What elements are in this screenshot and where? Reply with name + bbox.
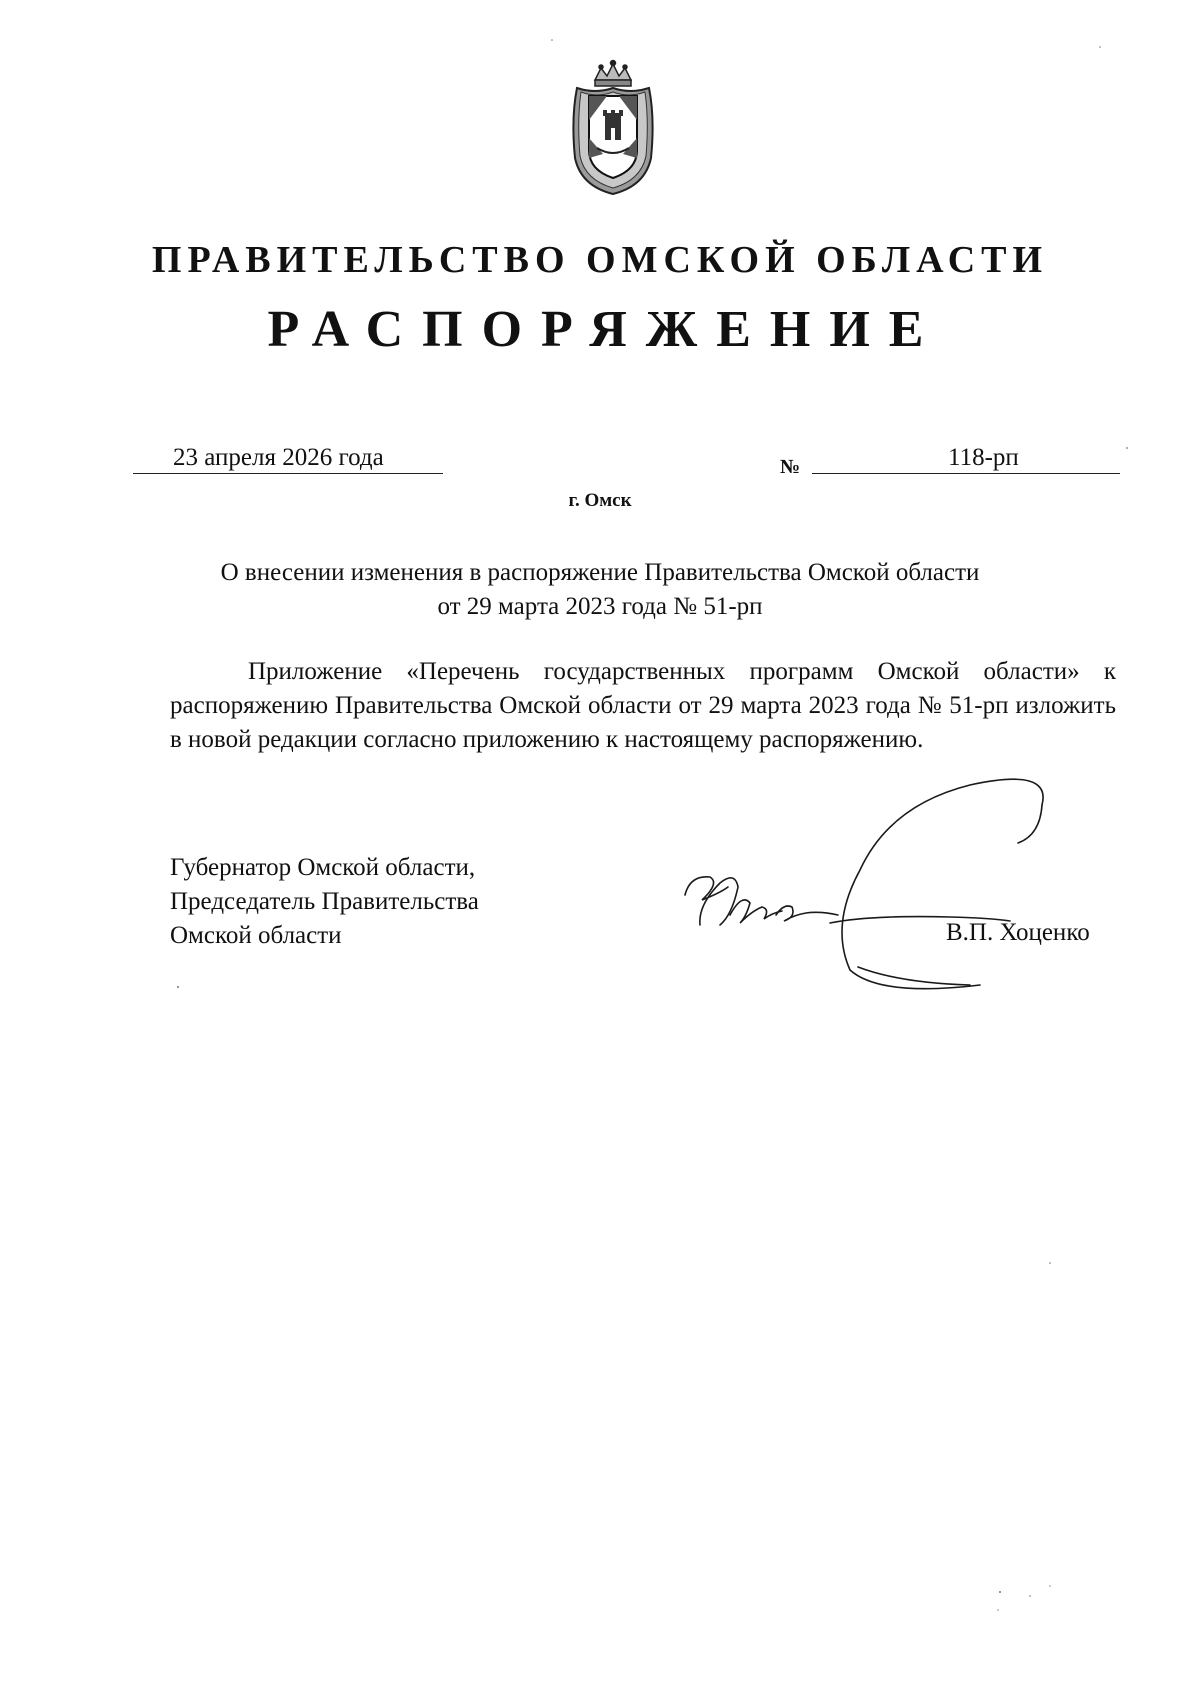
signer-name: В.П. Хоценко: [946, 919, 1090, 946]
document-type-title: РАСПОРЯЖЕНИЕ: [267, 301, 943, 358]
document-subject: [140, 556, 1060, 624]
number-sign: №: [780, 456, 801, 478]
subject-line-2: от 29 марта 2023 года № 51-рп: [437, 593, 763, 620]
number-field: [812, 437, 1120, 474]
signer-position-line-1: Губернатор Омской области,: [170, 854, 476, 881]
government-title: ПРАВИТЕЛЬСТВО ОМСКОЙ ОБЛАСТИ: [151, 239, 1049, 281]
subject-line-1: О внесении изменения в распоряжение Правительства Омской области: [220, 559, 980, 586]
signer-position-line-3: Омской области: [170, 922, 342, 949]
document-number: 118-рп: [948, 444, 1019, 471]
signer-position-line-2: Председатель Правительства: [170, 888, 479, 915]
document-date: 23 апреля 2026 года: [173, 444, 384, 471]
city-label: г. Омск: [568, 490, 632, 511]
date-field: [133, 437, 443, 474]
signature-icon: [680, 775, 1060, 1000]
body-paragraph: Приложение «Перечень государственных программ Омской области» к распоряжению Правительства Омской области от 29 марта 2023 года № 51-рп изложить в новой редакции согласно приложению к настоящему распоряжению.: [170, 658, 1116, 753]
signer-position: [170, 851, 479, 953]
coat-of-arms-icon: [567, 58, 659, 196]
